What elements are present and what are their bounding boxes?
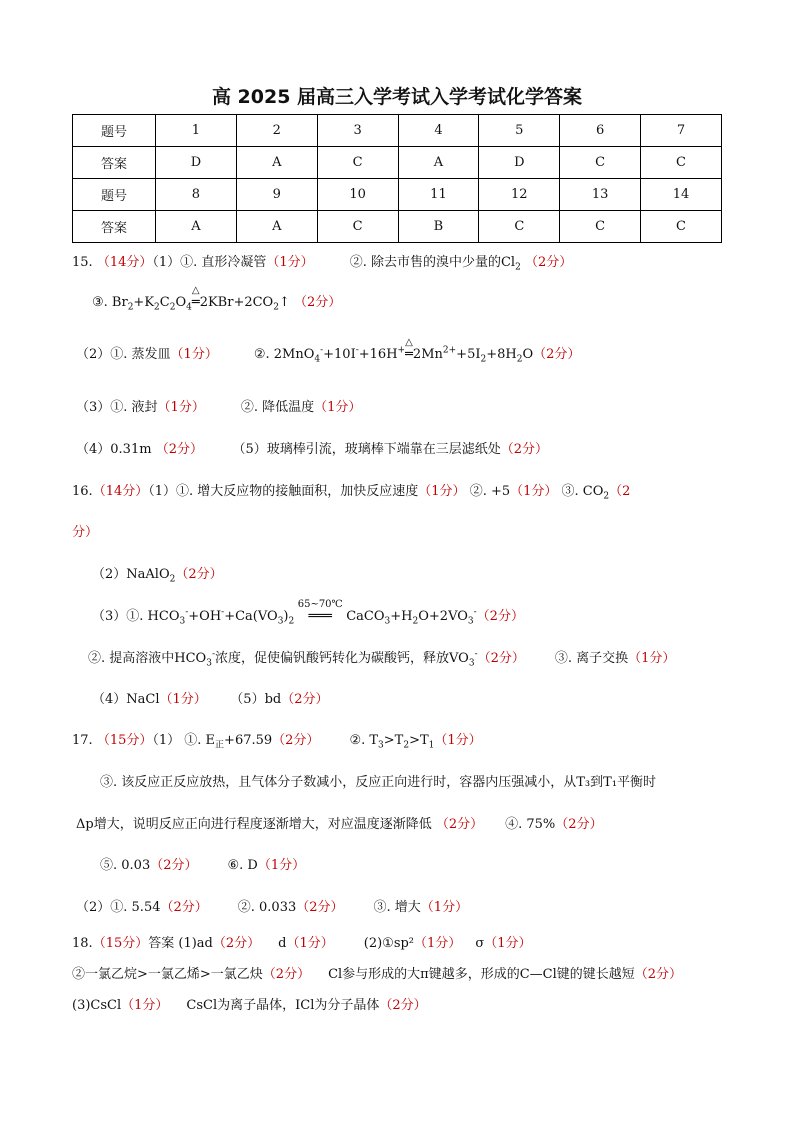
- q17-line-2: ③. 该反应正反应放热，且气体分子数减小，反应正向进行时，容器内压强减小，从T₃到T₁平衡时: [100, 775, 657, 790]
- q15-line-4: （3）①. 液封（1分） ②. 降低温度（1分）: [76, 400, 362, 415]
- table-cell: C: [560, 211, 641, 243]
- q16-line-2: （2）NaAlO$_2$（2分）: [92, 567, 223, 585]
- table-cell: 7: [641, 115, 722, 147]
- table-cell: 3: [317, 115, 398, 147]
- table-cell: C: [641, 211, 722, 243]
- table-cell: A: [236, 147, 317, 179]
- q15-line-1: 15. （14分）（1）①. 直形冷凝管（1分） ②. 除去市售的溴中少量的$Cl_2$ （2分）: [72, 255, 573, 273]
- table-cell: C: [641, 147, 722, 179]
- table-cell: D: [156, 147, 237, 179]
- table-row: [73, 115, 722, 147]
- q18-line-1: 18.（15分）答案 (1)ad（2分） d（1分） (2)①sp²（1分） σ（1分）: [72, 936, 532, 951]
- table-cell: B: [398, 211, 479, 243]
- table-cell: C: [560, 147, 641, 179]
- q16-line-5: （4）NaCl（1分） （5）bd（2分）: [92, 692, 329, 707]
- table-cell: 8: [156, 179, 237, 211]
- table-cell: A: [156, 211, 237, 243]
- q15-line-3: （2）①. 蒸发皿（1分） ②. 2MnO$_4$-+10I-+16H+ △ $═2Mn^{2+}+5I_2+8H_2O(2$分）: [76, 337, 581, 365]
- table-cell: C: [479, 211, 560, 243]
- table-cell: 10: [317, 179, 398, 211]
- table-cell: 2: [236, 115, 317, 147]
- row-label: 答案: [73, 147, 156, 179]
- q18-line-2: ②一氯乙烷>一氯乙烯>一氯乙炔（2分） Cl参与形成的大π键越多，形成的C—Cl键的键长越短（2分）: [72, 967, 683, 982]
- table-cell: 11: [398, 179, 479, 211]
- table-cell: C: [317, 147, 398, 179]
- q18-line-3: (3)CsCl（1分） CsCl为离子晶体，ICl为分子晶体（2分）: [72, 998, 427, 1013]
- table-row: [73, 211, 722, 243]
- table-cell: 13: [560, 179, 641, 211]
- answer-table: [72, 114, 722, 243]
- table-cell: 6: [560, 115, 641, 147]
- table-cell: 9: [236, 179, 317, 211]
- q17-line-4: ⑤. 0.03（2分） ⑥. D（1分）: [100, 858, 306, 873]
- table-cell: 1: [156, 115, 237, 147]
- q17-line-3: Δp增大，说明反应正向进行程度逐渐增大，对应温度逐渐降低 （2分） ④. 75%（2分）: [76, 817, 603, 832]
- table-row: [73, 179, 722, 211]
- row-label: 答案: [73, 211, 156, 243]
- q15-line-2: ③. $Br_2+K_2C_2O_4$ △ $═2KBr+2CO_2↑$ （2分）: [92, 285, 342, 313]
- q16-line-1b: 分）: [72, 525, 99, 540]
- q16-line-1: 16.（14分）（1）①. 增大反应物的接触面积，加快反应速度（1分） ②. +5（1分） ③. $CO_2(2$: [72, 484, 631, 502]
- row-label: 题号: [73, 115, 156, 147]
- table-cell: C: [317, 211, 398, 243]
- row-label: 题号: [73, 179, 156, 211]
- q16-line-3: （3）①. $HCO_3^-+OH^-+Ca(VO_3)_2$ 65~70℃ ═══ $CaCO_3+H_2O+2VO_3^-(2$分）: [92, 599, 524, 627]
- table-cell: A: [398, 147, 479, 179]
- page-title: 高 2025 届高三入学考试入学考试化学答案: [211, 86, 583, 108]
- table-cell: 14: [641, 179, 722, 211]
- table-cell: 5: [479, 115, 560, 147]
- q17-line-1: 17. （15分）（1） ①. $E_正+67.59(2$分） ②. $T_3>T_2>T_1(1$分）: [72, 733, 482, 751]
- q15-line-5: （4）0.31m （2分） （5）玻璃棒引流，玻璃棒下端靠在三层滤纸处（2分）: [76, 442, 549, 457]
- q17-line-5: （2）①. 5.54（2分） ②. 0.033（2分） ③. 增大（1分）: [76, 900, 469, 915]
- q16-line-4: ②. 提高溶液中$HCO_3^-$浓度，促使偏钒酸钙转化为碳酸钙，释放$VO_3^-(2$分） ③. 离子交换（1分）: [88, 649, 676, 669]
- table-cell: A: [236, 211, 317, 243]
- table-row: [73, 147, 722, 179]
- table-cell: D: [479, 147, 560, 179]
- table-cell: 4: [398, 115, 479, 147]
- table-cell: 12: [479, 179, 560, 211]
